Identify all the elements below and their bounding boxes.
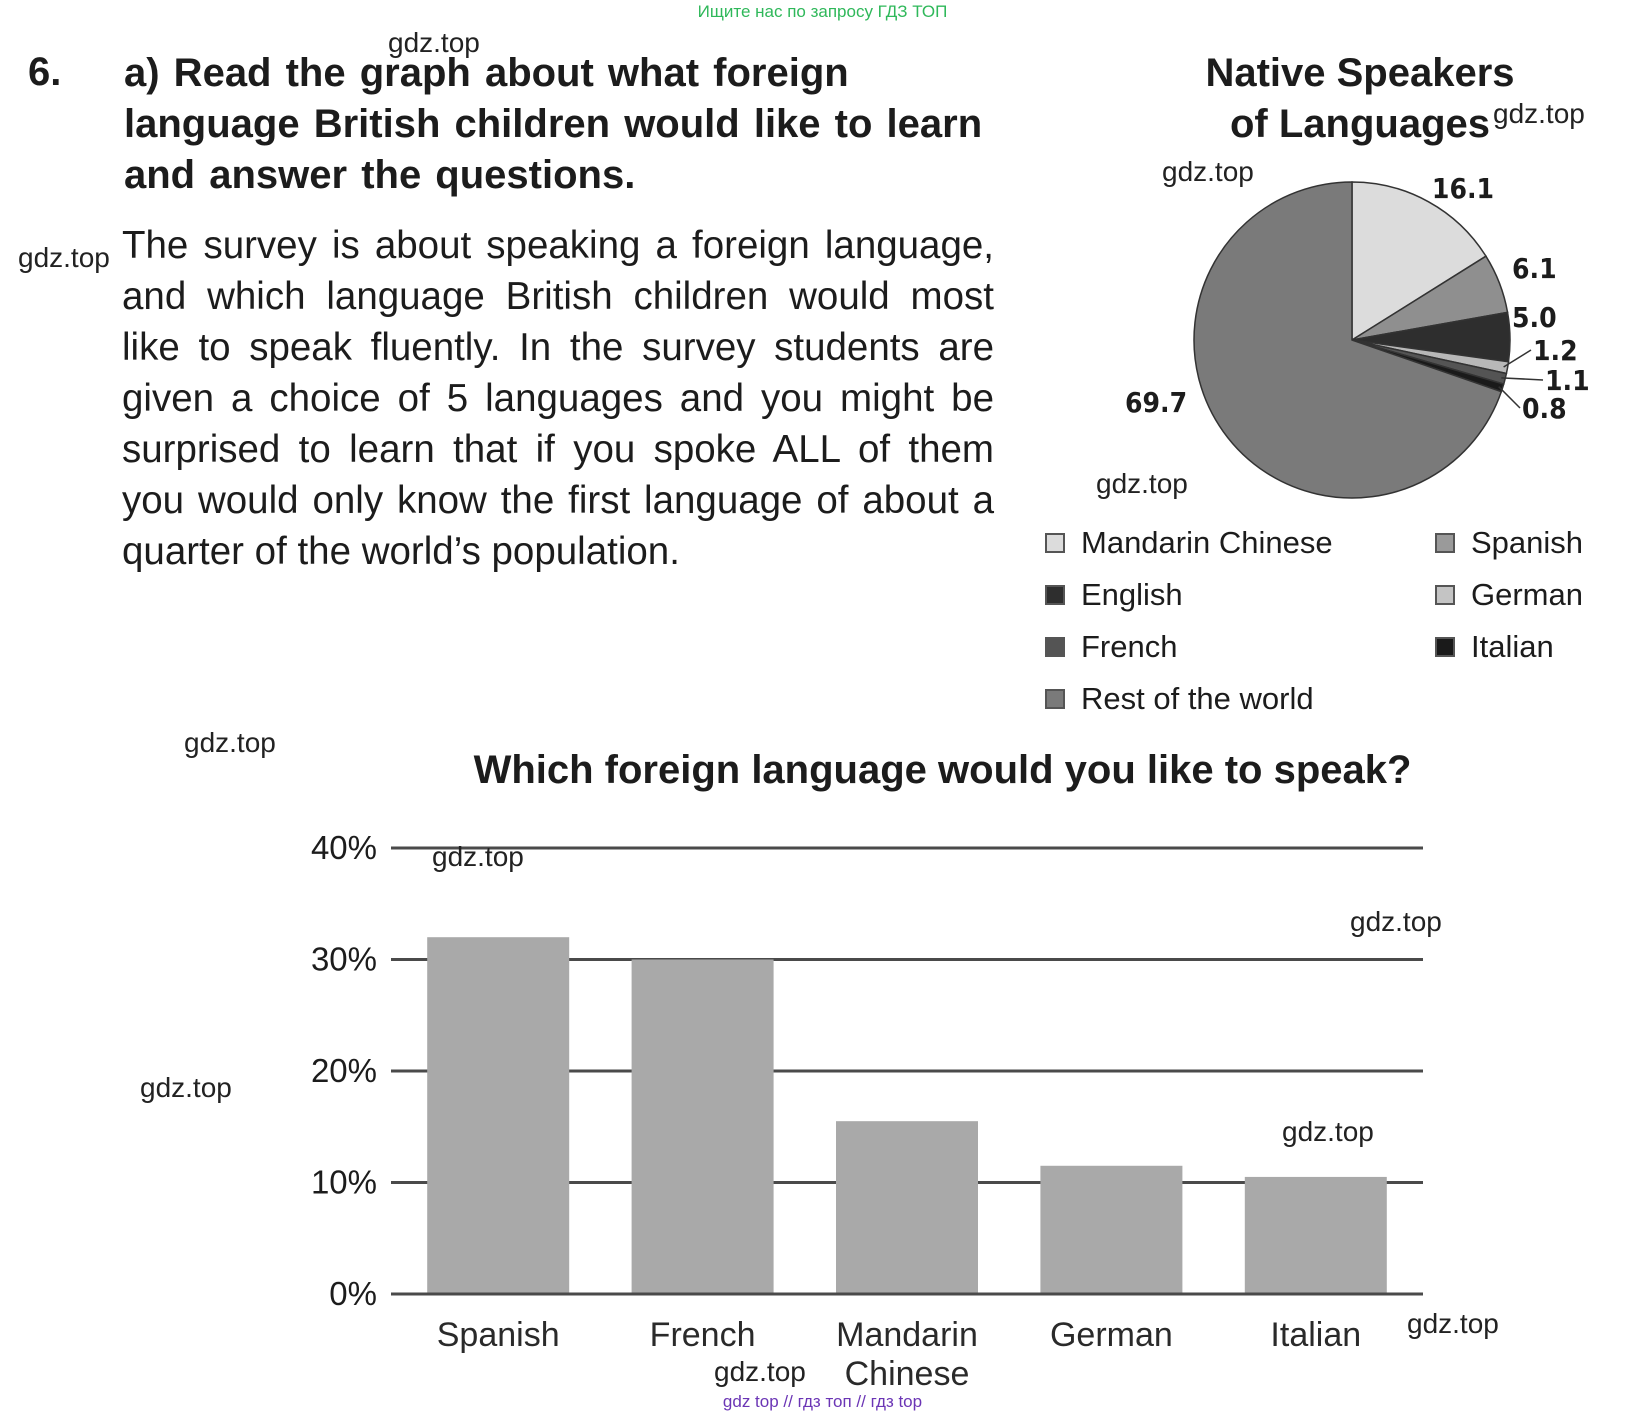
x-category-label: Spanish [436, 1316, 560, 1354]
legend-item-italian [1435, 629, 1554, 665]
pie-slice-label: 6.1 [1512, 252, 1557, 285]
legend-swatch [1045, 637, 1065, 657]
pie-slice-label: 1.1 [1545, 364, 1590, 397]
watermark: gdz.top [1493, 98, 1585, 129]
legend-label: Italian [1471, 629, 1554, 664]
legend-label: Spanish [1471, 525, 1584, 560]
legend-item-spanish [1435, 525, 1583, 561]
legend-swatch [1045, 533, 1065, 553]
pie-slice-label: 0.8 [1522, 392, 1567, 425]
legend-swatch [1435, 533, 1455, 553]
y-tick-label: 30% [310, 940, 377, 978]
watermark: gdz.top [432, 841, 524, 872]
bar-mandarin-chinese [836, 1121, 978, 1292]
legend-item-rest-of-the-world [1045, 681, 1314, 717]
exercise-number: 6. [28, 50, 62, 94]
x-category-label: Italian [1270, 1316, 1362, 1354]
x-category-label: German [1049, 1316, 1173, 1354]
bar-chart-title: Which foreign language would you like to speak? [473, 748, 1412, 792]
pie-slice-label: 69.7 [1125, 386, 1188, 419]
watermark: gdz.top [18, 242, 110, 273]
legend-swatch [1435, 637, 1455, 657]
pie-leader-line [1501, 378, 1543, 380]
footer-note: gdz top // гдз топ // гдз top [722, 1392, 923, 1411]
bar-spanish [427, 937, 569, 1292]
pie-slice-label: 16.1 [1431, 172, 1495, 205]
legend-label: Rest of the world [1081, 681, 1314, 716]
y-tick-label: 0% [329, 1275, 377, 1312]
exercise-body: The survey is about speaking a foreign language, and which language British children would most like to speak fluently. In the survey students are given a choice of 5 languages and you might be surprised to learn that if you spoke ALL of them you would only know the first language of about a quarter of the world’s population. [122, 224, 994, 573]
y-tick-label: 20% [310, 1052, 377, 1089]
pie-legend [1045, 525, 1645, 735]
legend-swatch [1435, 585, 1455, 605]
watermark: gdz.top [1407, 1308, 1499, 1339]
legend-item-french [1045, 629, 1177, 665]
y-tick-label: 10% [310, 1163, 377, 1201]
pie-chart [0, 0, 1645, 520]
legend-label: German [1471, 577, 1583, 612]
legend-label: French [1081, 629, 1178, 664]
top-note: Ищите нас по запросу ГДЗ ТОП [697, 2, 948, 21]
legend-swatch [1045, 689, 1065, 709]
watermark: gdz.top [1350, 906, 1442, 937]
bar-french [632, 960, 774, 1293]
watermark: gdz.top [1096, 468, 1188, 499]
x-category-label: Mandarin Chinese [836, 1316, 978, 1393]
pie-slice-label: 1.2 [1533, 334, 1578, 367]
pie-title-line-2: of Languages [1229, 102, 1491, 146]
exercise-heading: a) Read the graph about what foreign language British children would like to learn and answer the questions. [124, 51, 983, 197]
watermark: gdz.top [140, 1072, 232, 1103]
bar-italian [1245, 1177, 1387, 1293]
watermark: gdz.top [714, 1356, 806, 1387]
watermark: gdz.top [388, 27, 480, 58]
x-category-label: French [649, 1316, 756, 1354]
watermark: gdz.top [1162, 156, 1254, 187]
legend-item-english [1045, 577, 1183, 613]
pie-leader-line [1499, 387, 1520, 408]
legend-swatch [1045, 585, 1065, 605]
watermark: gdz.top [1282, 1116, 1374, 1147]
y-tick-label: 40% [310, 829, 377, 866]
pie-title-line-1: Native Speakers [1205, 51, 1515, 95]
bar-german [1040, 1166, 1182, 1293]
pie-slice-label: 5.0 [1512, 301, 1557, 334]
watermark: gdz.top [184, 727, 276, 758]
legend-label: Mandarin Chinese [1081, 525, 1333, 560]
legend-item-german [1435, 577, 1583, 613]
legend-item-mandarin-chinese [1045, 525, 1333, 561]
legend-label: English [1081, 577, 1183, 612]
